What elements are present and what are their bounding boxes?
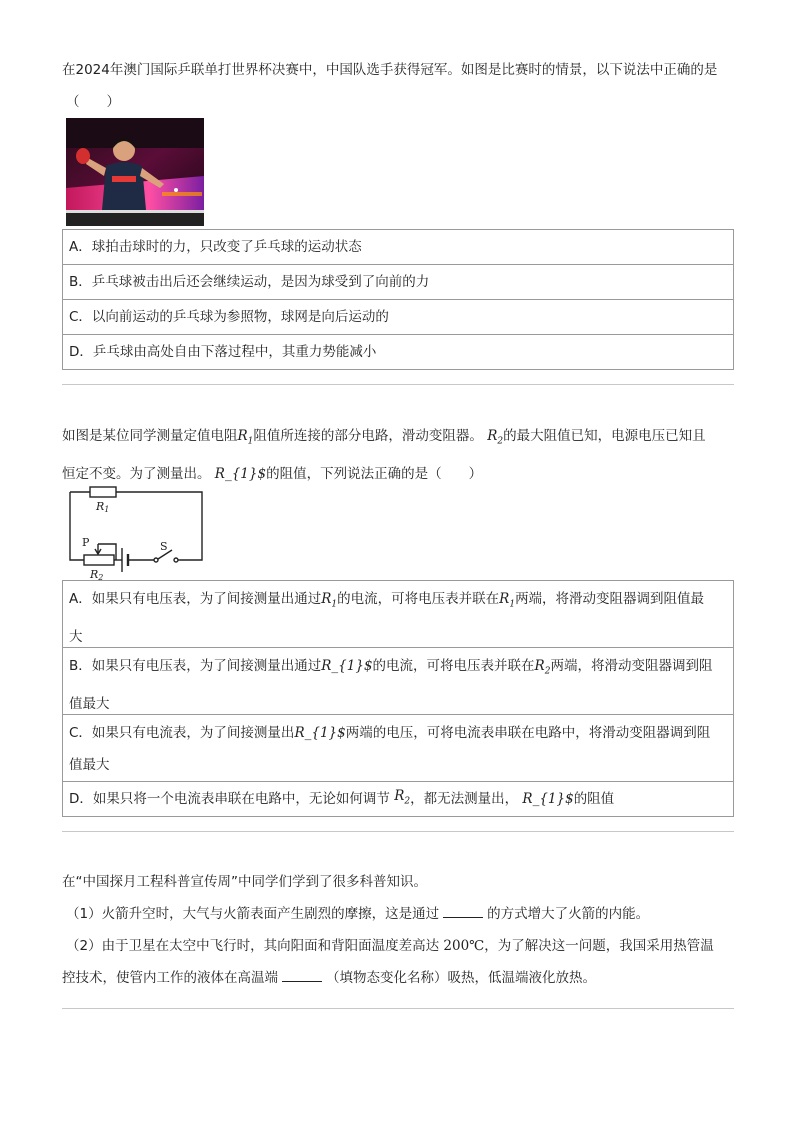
- q3-part-2: （2）由于卫星在太空中飞行时，其向阳面和背阳面温度差高达 200℃，为了解决这一问题，我国采用热管温: [66, 938, 714, 954]
- q3-part-1: （1）火箭升空时，大气与火箭表面产生剧烈的摩擦，这是通过 的方式增大了火箭的内能。: [62, 898, 734, 930]
- q2-option-c[interactable]: C．如果只有电流表，为了间接测量出R_{1}$两端的电压，可将电流表串联在电路中，将滑动变阻器调到阻 值最大: [62, 715, 734, 782]
- question-3: [62, 866, 734, 994]
- q2-stem-line1: [62, 420, 734, 458]
- q1-option-a[interactable]: A．球拍击球时的力，只改变了乒乓球的运动状态: [62, 230, 734, 265]
- r2-symbol: $R_2$: [487, 428, 504, 447]
- q3-temperature: 200℃: [443, 938, 485, 954]
- q1-stem-line1: 在2024年澳门国际乒联单打世界杯决赛中，中国队选手获得冠军。如图是比赛时的情景，以下说法中正确的是: [62, 62, 718, 78]
- q2-option-b[interactable]: B．如果只有电压表，为了间接测量出通过R_{1}$的电流，可将电压表并联在$R_2$两端，将滑动变阻器调到阻 值最大: [62, 648, 734, 715]
- q1-option-d[interactable]: D．乒乓球由高处自由下落过程中，其重力势能减小: [62, 335, 734, 370]
- q2-stem-line2-b: 的阻值，下列说法正确的是（ ）: [266, 465, 483, 482]
- separator-2: [62, 831, 734, 832]
- q1-stem-line2: （ ）: [66, 94, 120, 110]
- r1-raw-text: R_{1}$: [214, 465, 267, 482]
- q2-option-a[interactable]: A．如果只有电压表，为了间接测量出通过$R_1$的电流，可将电压表并联在$R_1$两端，将滑动变阻器调到阻值最 大: [62, 581, 734, 648]
- q1-options: [62, 229, 734, 370]
- q2-option-d[interactable]: D．如果只将一个电流表串联在电路中，无论如何调节 $R_2$ ，都无法测量出， R_{1}$ 的阻值: [62, 782, 734, 817]
- circuit-diagram: [64, 484, 206, 580]
- q2-stem-b: 阻值所连接的部分电路，滑动变阻器。: [253, 428, 483, 444]
- question-1: [62, 54, 734, 118]
- q2-stem-a: 如图是某位同学测量定值电阻: [62, 428, 238, 444]
- circuit-label-r1: R1: [96, 500, 110, 514]
- circuit-label-r2: R2: [90, 568, 104, 580]
- q2-stem-line2-a: 恒定不变。为了测量出。: [62, 465, 211, 482]
- q2-stem-c: 的最大阻值已知，电源电压已知且: [503, 428, 706, 444]
- q2-options: [62, 580, 734, 817]
- table-tennis-photo: [66, 118, 204, 226]
- separator-3: [62, 1008, 734, 1009]
- q3-blank-2[interactable]: [282, 967, 322, 982]
- q3-intro: 在“中国探月工程科普宣传周”中同学们学到了很多科普知识。: [62, 874, 427, 890]
- q3-part-2-cont: 控技术，使管内工作的液体在高温端 （填物态变化名称）吸热，低温端液化放热。: [62, 962, 734, 994]
- separator-1: [62, 384, 734, 385]
- circuit-label-p: P: [82, 536, 90, 549]
- q1-option-b[interactable]: B．乒乓球被击出后还会继续运动，是因为球受到了向前的力: [62, 265, 734, 300]
- r1-symbol: $R_1$: [237, 428, 254, 447]
- question-2: [62, 420, 734, 490]
- q3-blank-1[interactable]: [443, 903, 483, 918]
- circuit-label-s: S: [160, 540, 168, 553]
- q1-option-c[interactable]: C．以向前运动的乒乓球为参照物，球网是向后运动的: [62, 300, 734, 335]
